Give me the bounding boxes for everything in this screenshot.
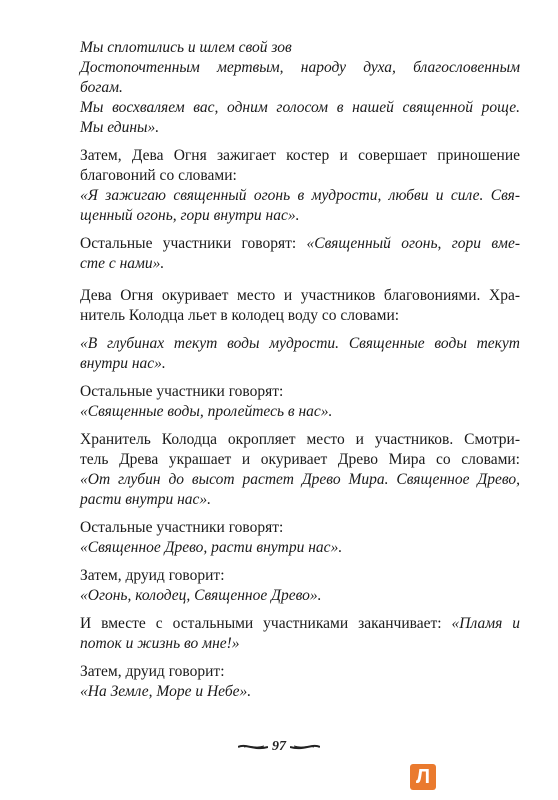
text-line: богам. xyxy=(80,79,123,96)
text-line: «Я зажигаю священный огонь в мудрости, любви и силе. Свя- xyxy=(80,187,520,204)
text-line: «В глубинах текут воды мудрости. Священные воды текут xyxy=(80,335,520,352)
text-line: Затем, друид говорит: xyxy=(80,663,225,680)
text-line: расти внутри нас». xyxy=(80,491,212,508)
text-line: тель Древа украшает и окуривает Древо Мира со словами: xyxy=(80,451,520,468)
text-line: благовоний со словами: xyxy=(80,167,237,184)
text-line: Затем, друид говорит: xyxy=(80,567,225,584)
left-ornament-icon xyxy=(238,742,268,752)
logo-letter: Л xyxy=(415,766,431,788)
text-line: Остальные участники говорят: xyxy=(80,519,284,536)
text-line: поток и жизнь во мне!» xyxy=(80,635,240,652)
text-line: сте с нами». xyxy=(80,255,165,272)
text-line: Дева Огня окуривает место и участников благовониями. Хра- xyxy=(80,287,520,304)
text-line: Затем, Дева Огня зажигает костер и совершает приношение xyxy=(80,147,520,164)
page-footer xyxy=(0,739,558,755)
text-line: Достопочтенным мертвым, народу духа, благословенным xyxy=(80,59,520,76)
text-line: нитель Колодца льет в колодец воду со словами: xyxy=(80,307,400,324)
litres-logo xyxy=(410,764,436,790)
text-line: «Священное Древо, расти внутри нас». xyxy=(80,539,343,556)
page-number: 97 xyxy=(272,739,286,754)
text-line: Мы едины». xyxy=(80,119,160,136)
text-line: Мы восхваляем вас, одним голосом в нашей священной роще. xyxy=(80,99,520,116)
right-ornament-icon xyxy=(290,742,320,752)
text-line: «От глубин до высот растет Древо Мира. Священное Древо, xyxy=(80,471,520,488)
text-line: «Священные воды, пролейтесь в нас». xyxy=(80,403,333,420)
text-line: Остальные участники говорят: xyxy=(80,383,284,400)
text-line: «Огонь, колодец, Священное Древо». xyxy=(80,587,322,604)
text-line: Хранитель Колодца окропляет место и участников. Смотри- xyxy=(80,431,520,448)
text-line: Остальные участники говорят: «Священный огонь, гори вме- xyxy=(80,235,520,252)
text-line: щенный огонь, гори внутри нас». xyxy=(80,207,300,224)
text-line: И вместе с остальными участниками заканчивает: «Пламя и xyxy=(80,615,520,632)
text-line: «На Земле, Море и Небе». xyxy=(80,683,252,700)
text-line: Мы сплотились и шлем свой зов xyxy=(80,39,292,56)
text-line: внутри нас». xyxy=(80,355,166,372)
